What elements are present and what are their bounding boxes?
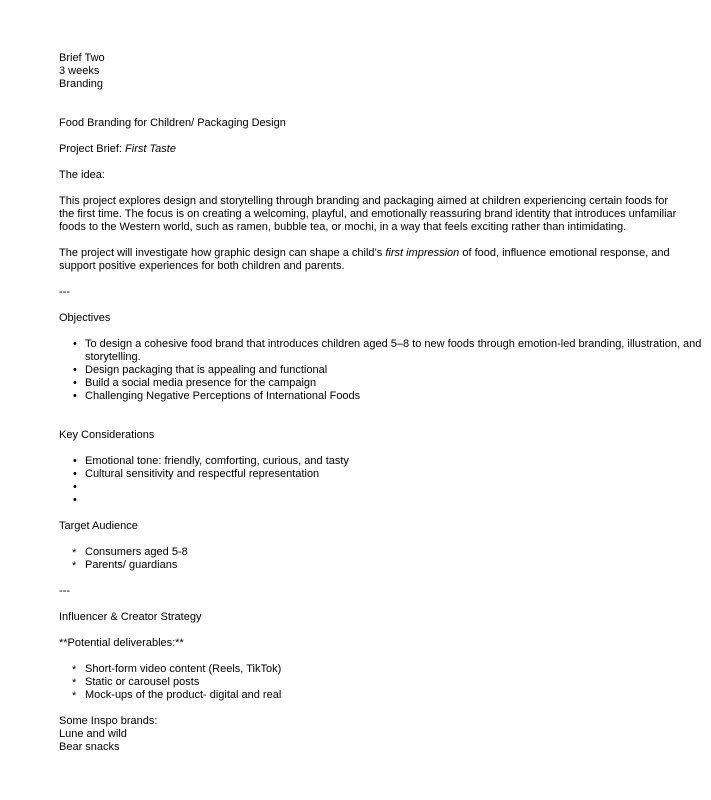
inspo-brand: Bear snacks bbox=[59, 741, 120, 753]
list-item: • Emotional tone: friendly, comforting, curious, and tasty bbox=[59, 455, 683, 468]
deliverables-heading: **Potential deliverables:** bbox=[59, 637, 184, 649]
audience-heading: Target Audience bbox=[59, 520, 138, 532]
brief-number: Brief Two bbox=[59, 52, 105, 64]
separator: --- bbox=[59, 585, 70, 597]
idea-paragraph-1: This project explores design and storytelling through branding and packaging aimed at children experiencing certain foods for the first time. The focus is on creating a welcoming, playful, and emotionally reassuring brand identity that introduces unfamiliar foods to the Western world, such as ramen, bubble tea, or mochi, in a way that feels exciting rather than intimidating. bbox=[59, 195, 677, 233]
list-item: • Build a social media presence for the campaign bbox=[59, 377, 683, 390]
list-item: • Cultural sensitivity and respectful representation bbox=[59, 468, 683, 481]
objectives-heading: Objectives bbox=[59, 312, 111, 324]
list-item: • To design a cohesive food brand that introduces children aged 5–8 to new foods through emotion-led branding, illustration, and storytelling. bbox=[59, 338, 709, 364]
category: Branding bbox=[59, 78, 104, 90]
considerations-heading: Key Considerations bbox=[59, 429, 155, 441]
project-brief-label: Project Brief: bbox=[59, 143, 126, 155]
inspo-brand: Lune and wild bbox=[59, 728, 127, 740]
audience-list bbox=[59, 546, 683, 572]
project-brief-name: First Taste bbox=[125, 143, 176, 155]
strategy-heading: Influencer & Creator Strategy bbox=[59, 611, 202, 623]
list-item bbox=[59, 494, 683, 507]
inspo-heading: Some Inspo brands: bbox=[59, 715, 158, 727]
list-item: * Static or carousel posts bbox=[59, 676, 683, 689]
idea-paragraph-2-start: The project will investigate how graphic design can shape a child’s bbox=[59, 247, 386, 259]
separator: --- bbox=[59, 286, 70, 298]
project-title: Food Branding for Children/ Packaging Design bbox=[59, 117, 286, 129]
idea-heading: The idea: bbox=[59, 169, 105, 181]
list-item bbox=[59, 481, 683, 494]
list-item: • Challenging Negative Perceptions of International Foods bbox=[59, 390, 683, 403]
objectives-list bbox=[59, 338, 702, 403]
considerations-list bbox=[59, 455, 683, 507]
list-item: * Mock-ups of the product- digital and real bbox=[59, 689, 683, 702]
list-item: • Design packaging that is appealing and functional bbox=[59, 364, 683, 377]
header-block bbox=[59, 52, 683, 91]
idea-paragraph-2-emphasis: first impression bbox=[385, 247, 460, 259]
list-item: * Consumers aged 5-8 bbox=[59, 546, 683, 559]
deliverables-list bbox=[59, 663, 683, 702]
duration: 3 weeks bbox=[59, 65, 100, 77]
idea-paragraph-2-end: of food, influence emotional response, and support positive experiences for both children and parents. bbox=[59, 247, 670, 272]
list-item: * Short-form video content (Reels, TikTok) bbox=[59, 663, 683, 676]
idea-paragraph-2 bbox=[59, 247, 683, 273]
list-item: * Parents/ guardians bbox=[59, 559, 683, 572]
project-brief bbox=[59, 143, 683, 156]
